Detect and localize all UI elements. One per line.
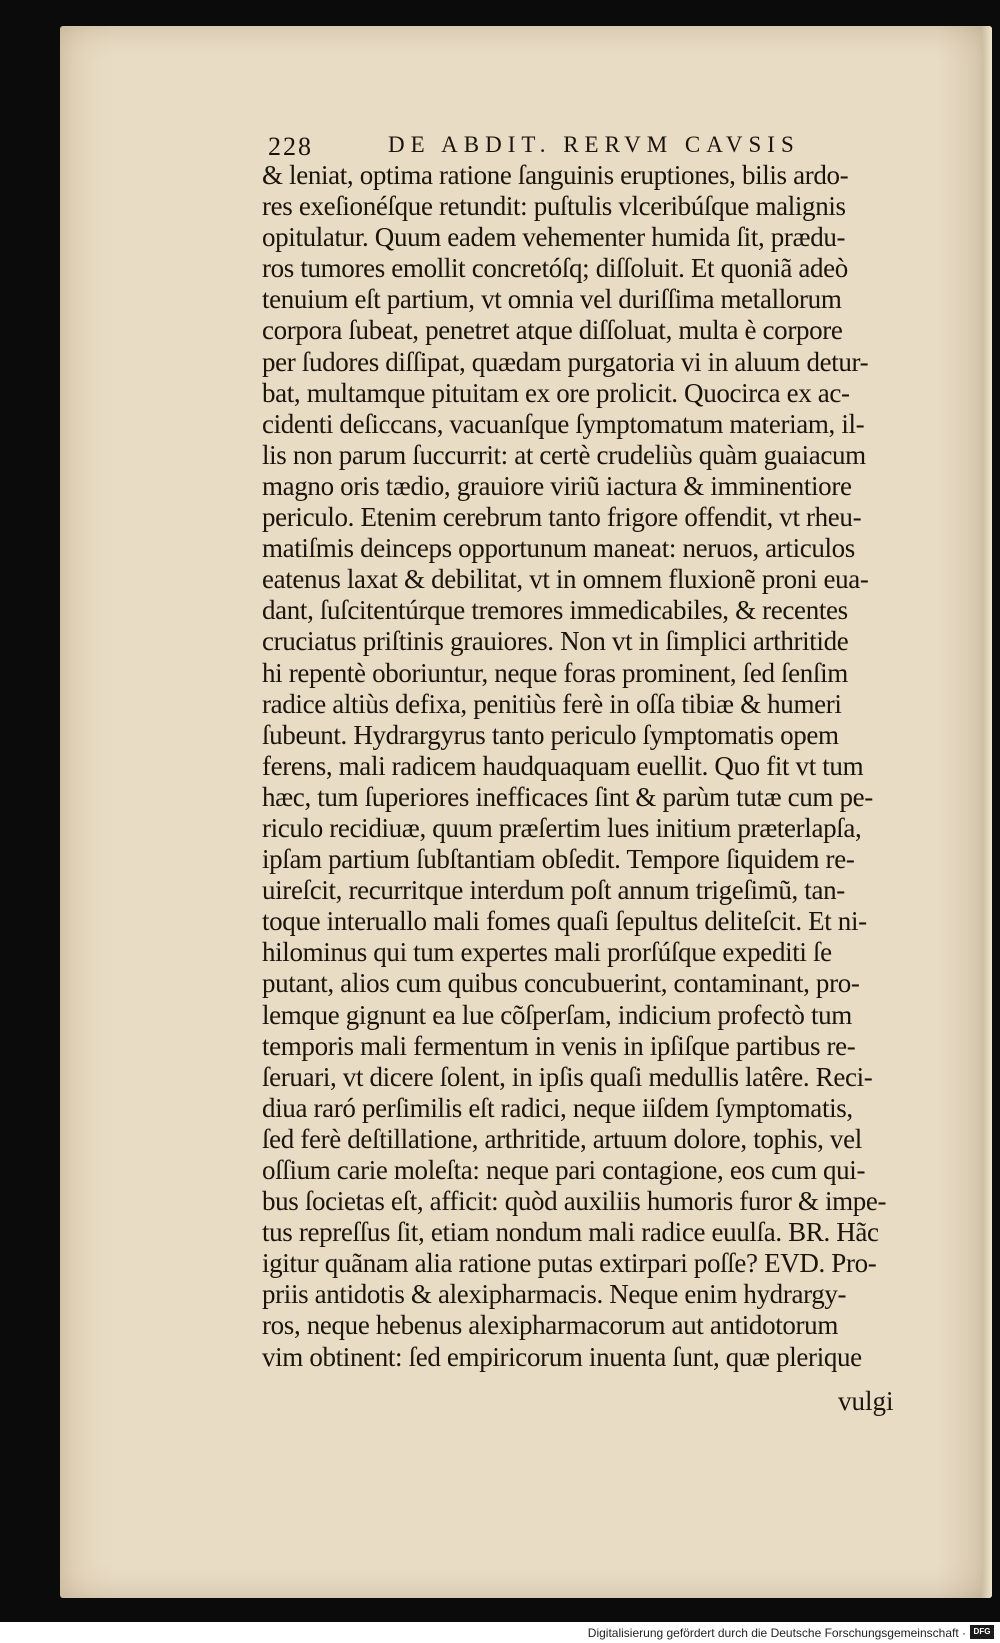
text-line: periculo. Etenim cerebrum tanto frigore offendit, vt rheu-	[262, 502, 862, 533]
text-line: res exeſionéſque retundit: puſtulis vlceribúſque malignis	[262, 191, 846, 222]
text-line: ferens, mali radicem haudquaquam euellit. Quo fit vt tum	[262, 750, 864, 781]
text-line: hilominus qui tum expertes mali prorſúſque expediti ſe	[262, 937, 832, 968]
text-line: corpora ſubeat, penetret atque diſſoluat, multa è corpore	[262, 315, 843, 346]
text-line: ros, neque hebenus alexipharmacorum aut antidotorum	[262, 1310, 838, 1341]
text-line: tenuium eſt partium, vt omnia vel duriſſima metallorum	[262, 284, 842, 315]
text-line: eatenus laxat & debilitat, vt in omnem fluxionẽ proni eua-	[262, 564, 869, 595]
page-edge	[982, 26, 992, 1598]
text-line: ſeruari, vt dicere ſolent, in ipſis quaſi medullis latêre. Reci-	[262, 1061, 873, 1092]
text-line: opitulatur. Quum eadem vehementer humida ſit, prædu-	[262, 222, 846, 253]
text-line: ipſam partium ſubſtantiam obſedit. Tempore ſiquidem re-	[262, 844, 855, 875]
text-line: temporis mali fermentum in venis in ipſiſque partibus re-	[262, 1030, 856, 1061]
text-line: ros tumores emollit concretóſq; diſſoluit. Et quoniã adeò	[262, 253, 848, 284]
text-line: vim obtinent: ſed empiricorum inuenta ſunt, quæ plerique	[262, 1341, 862, 1372]
text-line: per ſudores diſſipat, quædam purgatoria vi in aluum detur-	[262, 346, 869, 377]
text-line: priis antidotis & alexipharmacis. Neque enim hydrargy-	[262, 1279, 847, 1310]
body-text	[262, 160, 922, 1373]
text-line: lis non parum ſuccurrit: at certè crudeliùs quàm guaiacum	[262, 439, 866, 470]
text-line: bat, multamque pituitam ex ore prolicit. Quocirca ex ac-	[262, 377, 850, 408]
text-line: tus repreſſus ſit, etiam nondum mali radice euulſa. BR. Hãc	[262, 1217, 879, 1248]
text-line: oſſium carie moleſta: neque pari contagione, eos cum qui-	[262, 1155, 866, 1185]
page-number: 228	[268, 132, 313, 161]
text-line: igitur quãnam alia ratione putas extirpari poſſe? EVD. Pro-	[262, 1248, 877, 1279]
text-line: hi repentè oboriuntur, neque foras prominent, ſed ſenſim	[262, 657, 848, 688]
text-line: dant, ſuſcitentúrque tremores immedicabiles, & recentes	[262, 595, 848, 626]
text-line: ſubeunt. Hydrargyrus tanto periculo ſymptomatis opem	[262, 719, 839, 750]
text-line: ſed ferè deſtillatione, arthritide, artuum dolore, tophis, vel	[262, 1123, 862, 1154]
running-title: DE ABDIT. RERVM CAVSIS	[388, 132, 800, 157]
text-line: radice altiùs defixa, penitiùs ferè in oſſa tibiæ & humeri	[262, 688, 842, 719]
text-line: lemque gignunt ea lue cõſperſam, indicium profectò tum	[262, 999, 852, 1030]
text-line: cidenti deſiccans, vacuanſque ſymptomatum materiam, il-	[262, 408, 865, 439]
text-line: bus ſocietas eſt, afficit: quòd auxiliis humoris furor & impe-	[262, 1186, 887, 1217]
text-line: magno oris tædio, grauiore viriũ iactura & imminentiore	[262, 470, 852, 501]
footer-credit: Digitalisierung gefördert durch die Deutsche Forschungsgemeinschaft ·	[587, 1626, 966, 1640]
text-line: & leniat, optima ratione ſanguinis eruptiones, bilis ardo-	[262, 160, 849, 190]
dfg-logo: DFG	[970, 1625, 994, 1639]
text-line: diua raró perſimilis eſt radici, neque iiſdem ſymptomatis,	[262, 1092, 853, 1123]
text-line: matiſmis deinceps opportunum maneat: neruos, articulos	[262, 533, 855, 564]
text-line: riculo recidiuæ, quum præſertim lues initium præterlapſa,	[262, 812, 862, 843]
text-line: putant, alios cum quibus concubuerint, contaminant, pro-	[262, 968, 860, 999]
text-line: hæc, tum ſuperiores inefficaces ſint & parùm tutæ cum pe-	[262, 781, 873, 812]
catchword: vulgi	[838, 1386, 894, 1416]
text-line: cruciatus priſtinis grauiores. Non vt in ſimplici arthritide	[262, 626, 849, 657]
text-line: uireſcit, recurritque interdum poſt annum trigeſimũ, tan-	[262, 875, 845, 906]
text-line: toque interuallo mali fomes quaſi ſepultus deliteſcit. Et ni-	[262, 906, 867, 937]
